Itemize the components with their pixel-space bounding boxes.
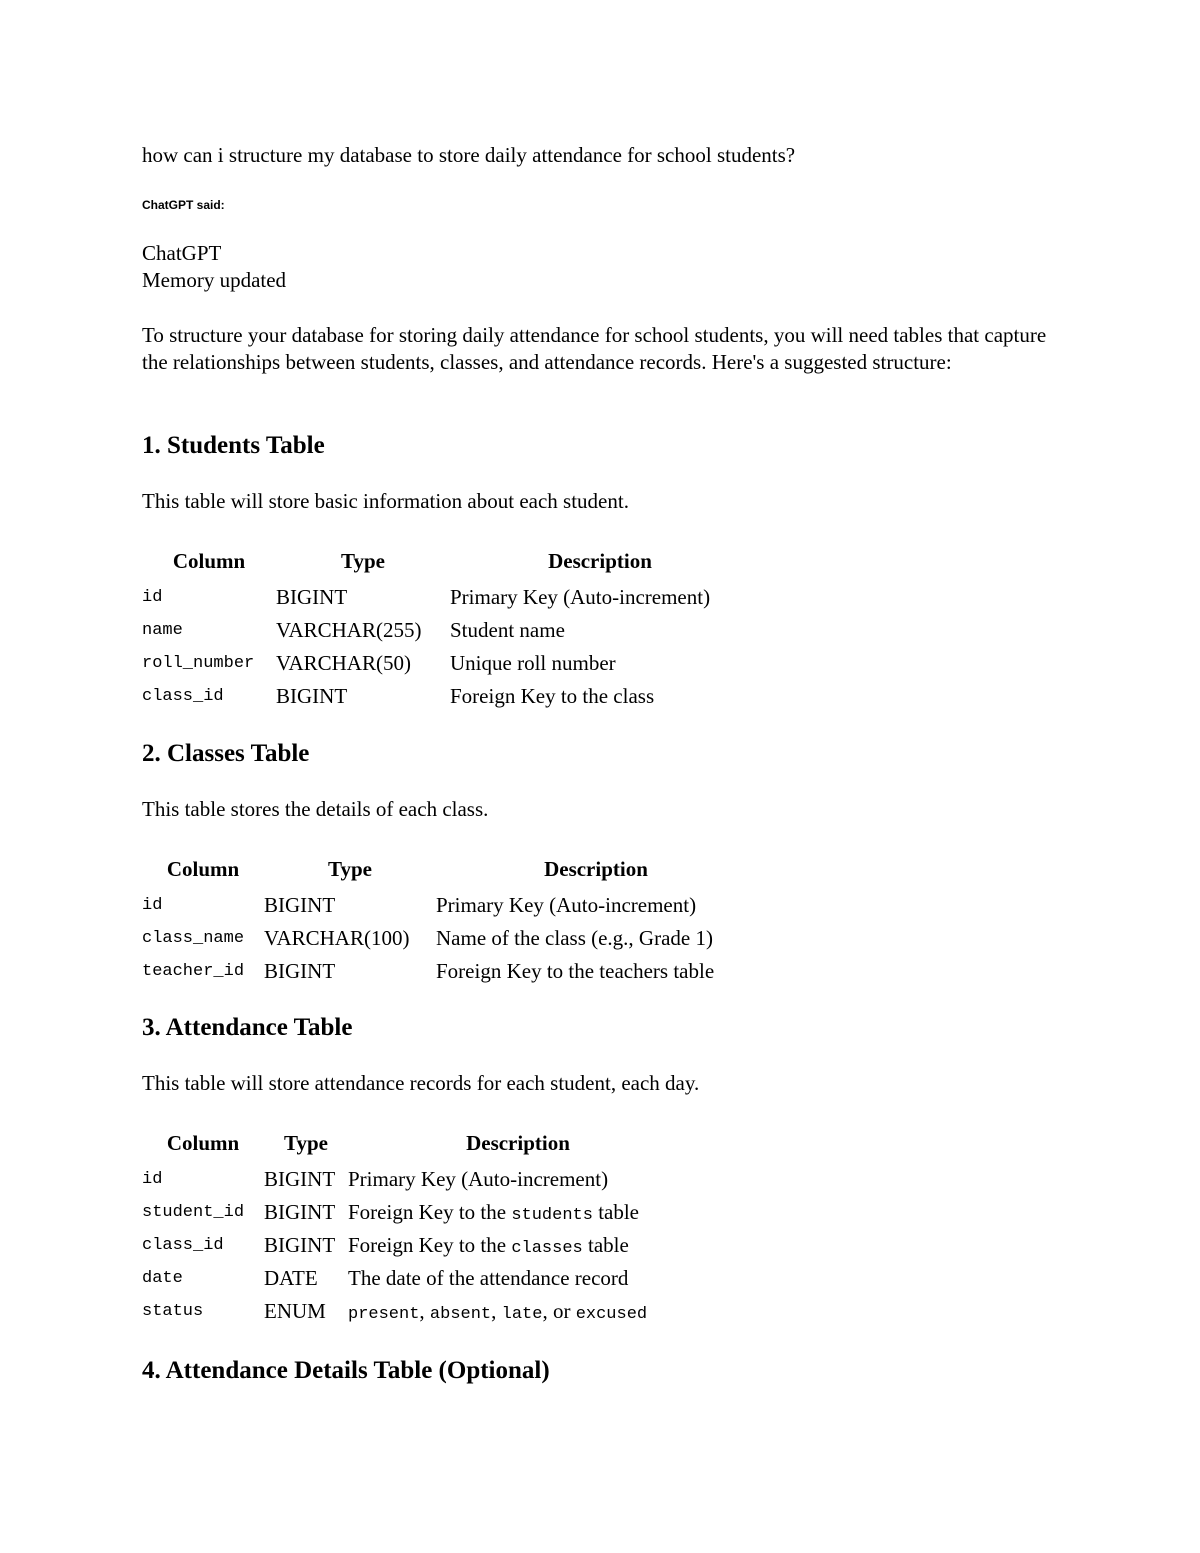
table-row xyxy=(142,955,756,988)
table-row xyxy=(142,647,750,680)
table-header-row xyxy=(142,1130,688,1163)
cell-column: teacher_id xyxy=(142,962,245,981)
cell-description: Foreign Key to the teachers table xyxy=(436,959,715,983)
column-header: Column xyxy=(166,857,240,881)
cell-type: BIGINT xyxy=(264,1167,336,1191)
cell-type: BIGINT xyxy=(264,1200,336,1224)
cell-type: DATE xyxy=(264,1266,318,1290)
classes-table xyxy=(142,856,756,988)
description-text: , xyxy=(491,1299,502,1323)
cell-column: id xyxy=(142,1170,163,1189)
inline-code: absent xyxy=(429,1305,492,1324)
user-message: how can i structure my database to store daily attendance for school students? xyxy=(142,143,796,167)
cell-column: id xyxy=(142,588,163,607)
cell-type: ENUM xyxy=(264,1299,326,1323)
cell-column: roll_number xyxy=(142,654,255,673)
assistant-name: ChatGPT xyxy=(142,241,222,265)
column-header: Type xyxy=(328,857,372,881)
description-text: , or xyxy=(542,1299,576,1323)
inline-code: present xyxy=(348,1305,420,1324)
cell-column: name xyxy=(142,621,183,640)
description-text: Foreign Key to the xyxy=(348,1233,512,1257)
column-header: Type xyxy=(341,549,385,573)
cell-description: Primary Key (Auto-increment) xyxy=(450,585,711,609)
column-header: Description xyxy=(548,549,652,573)
inline-code: classes xyxy=(511,1239,583,1258)
cell-type: BIGINT xyxy=(264,959,336,983)
cell-description: Unique roll number xyxy=(450,651,616,675)
table-row xyxy=(142,1229,688,1262)
table-row xyxy=(142,1262,688,1295)
section-description: This table will store basic information about each student. xyxy=(142,489,629,513)
inline-code: students xyxy=(511,1206,593,1225)
said-label: ChatGPT said: xyxy=(142,198,225,212)
cell-description: Foreign Key to the class xyxy=(450,684,655,708)
table-row xyxy=(142,1196,688,1229)
column-header: Description xyxy=(544,857,648,881)
cell-type: BIGINT xyxy=(264,1233,336,1257)
cell-column: status xyxy=(142,1302,204,1321)
cell-column: class_name xyxy=(142,929,245,948)
intro-paragraph: To structure your database for storing daily attendance for school students, you will need tables that capture the relationships between students, classes, and attendance records. Here's a suggested structure: xyxy=(142,323,1047,374)
cell-description: Primary Key (Auto-increment) xyxy=(348,1167,609,1191)
table-header-row xyxy=(142,856,756,889)
attendance-table xyxy=(142,1130,688,1328)
section-heading: 2. Classes Table xyxy=(142,740,310,767)
section-heading: 3. Attendance Table xyxy=(142,1014,353,1041)
column-header: Type xyxy=(284,1131,328,1155)
cell-type: BIGINT xyxy=(276,684,348,708)
column-header: Column xyxy=(172,549,246,573)
section-heading: 1. Students Table xyxy=(142,432,325,459)
inline-code: late xyxy=(501,1305,543,1324)
cell-description: Student name xyxy=(450,618,565,642)
cell-description xyxy=(348,1229,688,1262)
table-row xyxy=(142,581,750,614)
cell-column: class_id xyxy=(142,1236,224,1255)
cell-description: Primary Key (Auto-increment) xyxy=(436,893,697,917)
description-text: table xyxy=(592,1200,639,1224)
table-row xyxy=(142,614,750,647)
inline-code: excused xyxy=(575,1305,648,1324)
description-text: table xyxy=(582,1233,629,1257)
cell-description: The date of the attendance record xyxy=(348,1266,629,1290)
section-description: This table stores the details of each class. xyxy=(142,797,489,821)
cell-type: BIGINT xyxy=(276,585,348,609)
cell-type: VARCHAR(255) xyxy=(276,618,422,642)
column-header: Description xyxy=(466,1131,570,1155)
table-row xyxy=(142,1295,688,1328)
cell-column: id xyxy=(142,896,163,915)
cell-column: class_id xyxy=(142,687,224,706)
cell-description xyxy=(348,1196,688,1229)
column-header: Column xyxy=(166,1131,240,1155)
cell-description: Name of the class (e.g., Grade 1) xyxy=(436,926,713,950)
table-row xyxy=(142,680,750,713)
table-row xyxy=(142,1163,688,1196)
cell-column: student_id xyxy=(142,1203,245,1222)
cell-type: VARCHAR(50) xyxy=(276,651,411,675)
cell-description xyxy=(348,1295,688,1328)
section-heading: 4. Attendance Details Table (Optional) xyxy=(142,1357,550,1384)
section-description: This table will store attendance records for each student, each day. xyxy=(142,1071,700,1095)
description-text: , xyxy=(419,1299,430,1323)
cell-column: date xyxy=(142,1269,183,1288)
cell-type: BIGINT xyxy=(264,893,336,917)
table-header-row xyxy=(142,548,750,581)
memory-status: Memory updated xyxy=(142,268,287,292)
cell-type: VARCHAR(100) xyxy=(264,926,410,950)
description-text: Foreign Key to the xyxy=(348,1200,512,1224)
students-table xyxy=(142,548,750,713)
table-row xyxy=(142,889,756,922)
table-row xyxy=(142,922,756,955)
